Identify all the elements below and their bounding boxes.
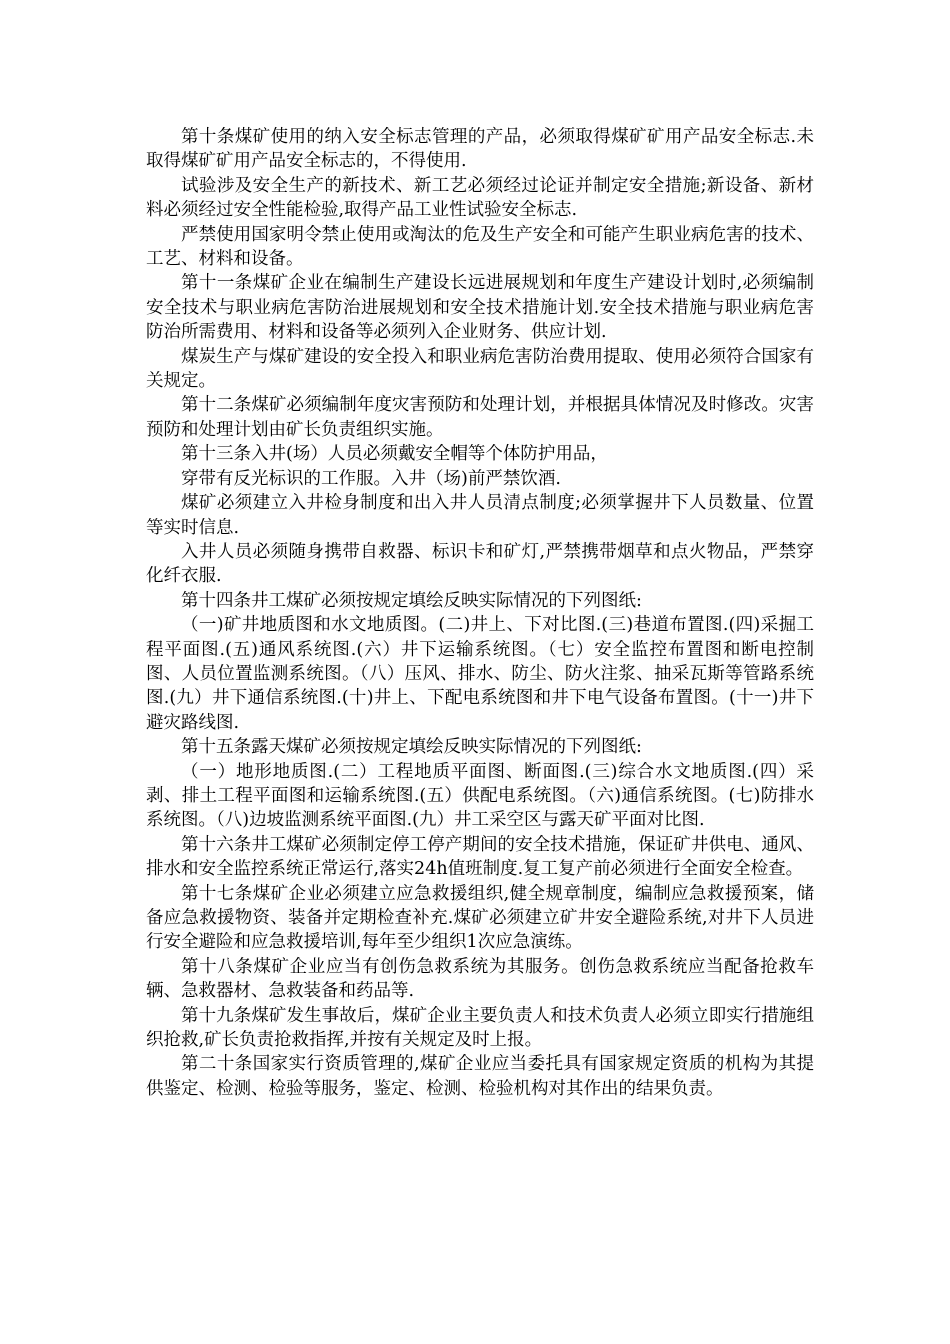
paragraph-article-12: 第十二条煤矿必须编制年度灾害预防和处理计划，并根据具体情况及时修改。灾害预防和处理计划由矿长负责组织实施。 <box>146 395 814 440</box>
paragraph-self-rescuer: 入井人员必须随身携带自救器、标识卡和矿灯,严禁携带烟草和点火物品，严禁穿化纤衣服. <box>146 541 814 587</box>
paragraph-article-11: 第十一条煤矿企业在编制生产建设长远进展规划和年度生产建设计划时,必须编制安全技术与职业病危害防治进展规划和安全技术措施计划.安全技术措施与职业病危害防治所需费用、材料和设备等必须列入企业财务、供应计划. <box>146 273 814 343</box>
paragraph-reflective-clothing: 穿带有反光标识的工作服。入井（场)前严禁饮酒. <box>181 468 561 489</box>
paragraph-article-15: 第十五条露天煤矿必须按规定填绘反映实际情况的下列图纸: <box>181 737 642 758</box>
paragraph-underground-drawings: （一)矿井地质图和水文地质图。(二)井上、下对比图.(三)巷道布置图.(四)采掘工程平面图.(五)通风系统图.(六）井下运输系统图。（七）安全监控布置图和断电控制图、人员位置监测系统图。（八）压风、排水、防尘、防火注浆、抽采瓦斯等管路系统图.(九）井下通信系统图.(十)井上、下配电系统图和井下电气设备布置图。(十一)井下避灾路线图. <box>146 615 814 733</box>
paragraph-article-13: 第十三条入井(场）人员必须戴安全帽等个体防护用品， <box>181 444 608 465</box>
paragraph-article-17: 第十七条煤矿企业必须建立应急救援组织,健全规章制度，编制应急救援预案，储备应急救援物资、装备并定期检查补充.煤矿必须建立矿井安全避险系统,对井下人员进行安全避险和应急救援培训,每年至少组织1次应急演练。 <box>146 883 814 953</box>
document-body <box>146 125 814 1101</box>
paragraph-personnel-check: 煤矿必须建立入井检身制度和出入井人员清点制度;必须掌握井下人员数量、位置等实时信息. <box>146 493 814 538</box>
paragraph-article-20: 第二十条国家实行资质管理的,煤矿企业应当委托具有国家规定资质的机构为其提供鉴定、检测、检验等服务，鉴定、检测、检验机构对其作出的结果负责。 <box>146 1054 814 1099</box>
paragraph-open-pit-drawings: （一）地形地质图.(二）工程地质平面图、断面图.(三)综合水文地质图.(四）采剥、排土工程平面图和运输系统图.(五）供配电系统图。（六)通信系统图。(七)防排水系统图。（八)边坡监测系统平面图.(九）井工采空区与露天矿平面对比图. <box>146 761 814 831</box>
paragraph-article-19: 第十九条煤矿发生事故后，煤矿企业主要负责人和技术负责人必须立即实行措施组织抢救,矿长负责抢救指挥,并按有关规定及时上报。 <box>146 1005 814 1051</box>
paragraph-article-16: 第十六条井工煤矿必须制定停工停产期间的安全技术措施，保证矿井供电、通风、排水和安全监控系统正常运行,落实24h值班制度.复工复产前必须进行全面安全检查。 <box>146 834 814 880</box>
paragraph-article-10: 第十条煤矿使用的纳入安全标志管理的产品，必须取得煤矿矿用产品安全标志.未取得煤矿矿用产品安全标志的，不得使用. <box>146 127 814 172</box>
paragraph-safety-investment: 煤炭生产与煤矿建设的安全投入和职业病危害防治费用提取、使用必须符合国家有关规定。 <box>146 346 814 392</box>
paragraph-new-technology: 试验涉及安全生产的新技术、新工艺必须经过论证并制定安全措施;新设备、新材料必须经过安全性能检验,取得产品工业性试验安全标志. <box>146 175 814 221</box>
paragraph-prohibited-equipment: 严禁使用国家明令禁止使用或淘汰的危及生产安全和可能产生职业病危害的技术、工艺、材料和设备。 <box>146 224 814 270</box>
paragraph-article-18: 第十八条煤矿企业应当有创伤急救系统为其服务。创伤急救系统应当配备抢救车辆、急救器材、急救装备和药品等. <box>146 956 814 1002</box>
paragraph-article-14: 第十四条井工煤矿必须按规定填绘反映实际情况的下列图纸: <box>181 590 642 611</box>
